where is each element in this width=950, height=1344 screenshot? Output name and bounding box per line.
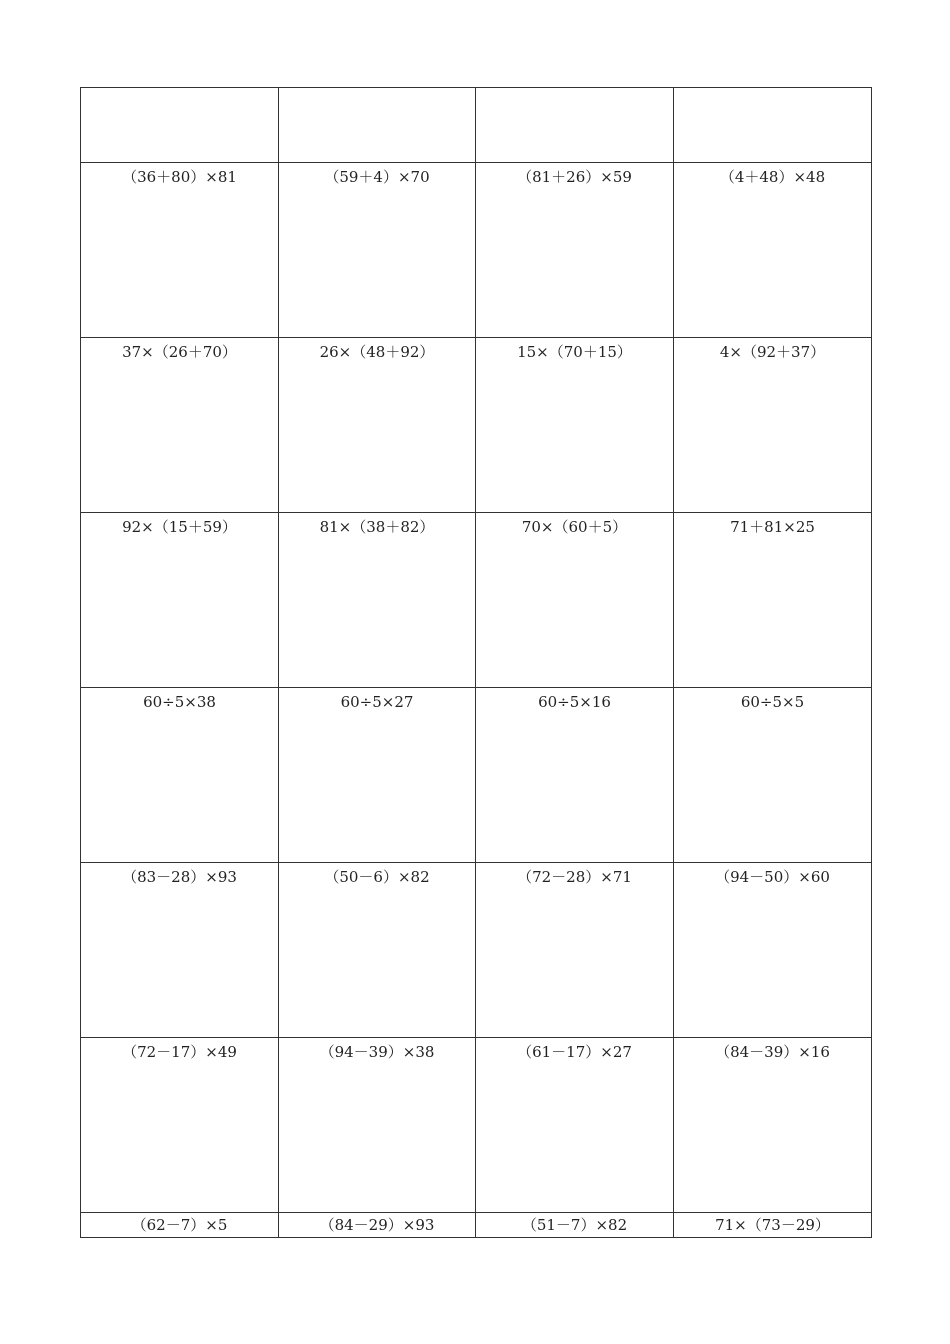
problem-text: （72－28）×71: [517, 868, 632, 886]
table-row: [81, 513, 872, 688]
table-cell: [476, 863, 674, 1038]
problem-text: （84－29）×93: [319, 1216, 435, 1234]
problem-text: （51－7）×82: [521, 1216, 628, 1234]
table-cell: [674, 513, 872, 688]
table-cell: [476, 338, 674, 513]
table-cell: [476, 1038, 674, 1213]
table-row: [81, 1038, 872, 1213]
table-cell: [279, 338, 476, 513]
table-cell: [81, 863, 279, 1038]
problem-text: 37×（26＋70）: [122, 343, 237, 361]
problem-text: 60÷5×5: [740, 693, 805, 711]
problem-text: （4＋48）×48: [719, 168, 826, 186]
table-cell: [674, 163, 872, 338]
table-row: [81, 1213, 872, 1238]
table-cell: [674, 863, 872, 1038]
problem-text: 60÷5×38: [143, 693, 216, 711]
table-cell: [674, 88, 872, 163]
table-cell: [81, 163, 279, 338]
table-row: [81, 688, 872, 863]
table-cell: [279, 513, 476, 688]
problem-text: （72－17）×49: [122, 1043, 237, 1061]
table-cell: [81, 88, 279, 163]
problem-text: （61－17）×27: [517, 1043, 632, 1061]
problem-text: [81, 88, 278, 93]
table-cell: [81, 513, 279, 688]
table-cell: [279, 88, 476, 163]
problem-text: （62－7）×5: [131, 1216, 228, 1234]
problem-text: [476, 88, 673, 93]
table-cell: [674, 688, 872, 863]
table-row: [81, 338, 872, 513]
problem-text: 71＋81×25: [730, 518, 815, 536]
table-cell: [476, 163, 674, 338]
table-cell: [476, 1213, 674, 1238]
table-cell: [279, 1213, 476, 1238]
problem-text: 26×（48＋92）: [319, 343, 435, 361]
problem-text: 70×（60＋5）: [521, 518, 628, 536]
worksheet-table: [80, 87, 872, 1238]
table-cell: [279, 1038, 476, 1213]
problem-text: 60÷5×16: [538, 693, 611, 711]
table-cell: [674, 1038, 872, 1213]
problem-text: （59＋4）×70: [324, 168, 430, 186]
problem-text: （83－28）×93: [122, 868, 237, 886]
problem-text: （81＋26）×59: [517, 168, 632, 186]
table-row: [81, 163, 872, 338]
problem-text: 15×（70＋15）: [517, 343, 632, 361]
table-cell: [476, 88, 674, 163]
table-cell: [674, 1213, 872, 1238]
problem-text: 4×（92＋37）: [719, 343, 826, 361]
problem-text: （84－39）×16: [715, 1043, 830, 1061]
problem-text: 60÷5×27: [340, 693, 414, 711]
table-row: [81, 88, 872, 163]
problem-text: 71×（73－29）: [715, 1216, 830, 1234]
problem-text: （94－50）×60: [715, 868, 830, 886]
table-cell: [674, 338, 872, 513]
table-cell: [279, 688, 476, 863]
table-row: [81, 863, 872, 1038]
table-cell: [81, 338, 279, 513]
problem-text: （94－39）×38: [319, 1043, 435, 1061]
table-cell: [279, 163, 476, 338]
table-cell: [476, 513, 674, 688]
table-cell: [81, 688, 279, 863]
table-cell: [279, 863, 476, 1038]
table-cell: [81, 1213, 279, 1238]
table-cell: [476, 688, 674, 863]
problem-text: 92×（15＋59）: [122, 518, 237, 536]
problem-text: 81×（38＋82）: [319, 518, 435, 536]
problem-text: （50－6）×82: [324, 868, 430, 886]
problem-text: [674, 88, 871, 93]
table-cell: [81, 1038, 279, 1213]
problem-text: （36＋80）×81: [122, 168, 237, 186]
problem-text: [279, 88, 475, 93]
